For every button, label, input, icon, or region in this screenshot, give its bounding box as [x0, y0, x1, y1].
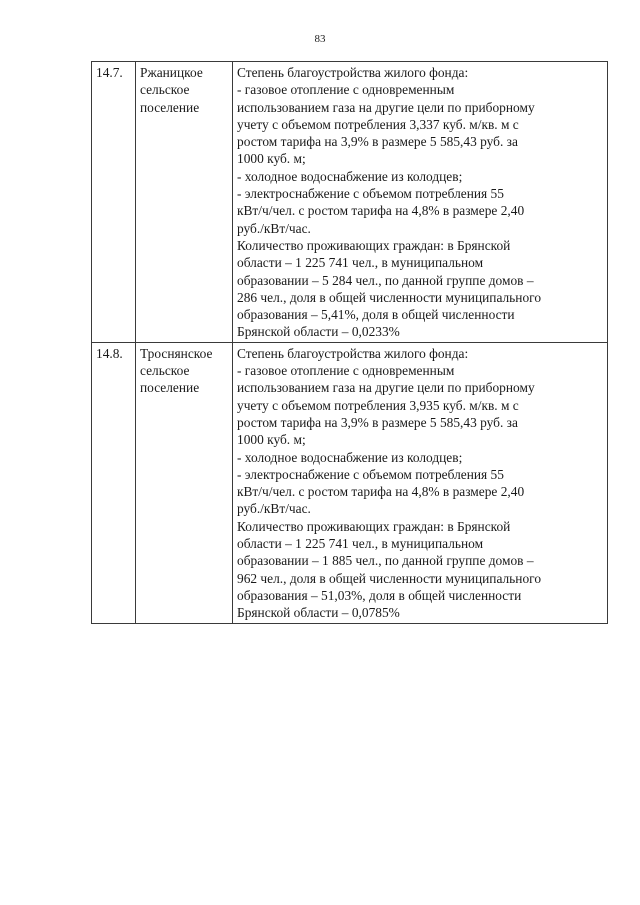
description-line: использованием газа на другие цели по приборному [237, 99, 535, 115]
description-line: кВт/ч/чел. с ростом тарифа на 4,8% в размере 2,40 [237, 484, 525, 500]
housing-description [233, 62, 608, 343]
description-line: 962 чел., доля в общей численности муниципального [237, 570, 542, 586]
description-line: Количество проживающих граждан: в Брянской [237, 237, 511, 253]
description-line: - электроснабжение с объемом потребления 55 [237, 186, 504, 202]
document-table [91, 61, 608, 624]
table-row [92, 342, 608, 623]
row-number: 14.7. [92, 62, 136, 343]
description-line: - газовое отопление с одновременным [237, 82, 455, 98]
settlement-name-line: Троснянское [140, 345, 213, 361]
settlement-name-line: сельское [140, 82, 190, 98]
description-line: Степень благоустройства жилого фонда: [237, 65, 469, 80]
description-line: области – 1 225 741 чел., в муниципальном [237, 255, 484, 271]
description-line: ростом тарифа на 3,9% в размере 5 585,43 руб. за [237, 414, 518, 430]
description-line: Брянской области – 0,0233% [237, 324, 400, 340]
description-line: руб./кВт/час. [237, 501, 311, 517]
description-line: учету с объемом потребления 3,337 куб. м/кв. м с [237, 116, 519, 132]
description-line: образования – 51,03%, доля в общей численности [237, 587, 522, 603]
page-number: 83 [314, 33, 326, 45]
row-number: 14.8. [92, 342, 136, 623]
description-line: образования – 5,41%, доля в общей численности [237, 307, 515, 323]
description-line: Степень благоустройства жилого фонда: [237, 345, 469, 361]
description-line: - электроснабжение с объемом потребления 55 [237, 466, 504, 482]
housing-description [233, 342, 608, 623]
description-line: 1000 куб. м; [237, 151, 306, 167]
description-line: - газовое отопление с одновременным [237, 363, 455, 379]
description-line: области – 1 225 741 чел., в муниципальном [237, 536, 484, 552]
description-line: использованием газа на другие цели по приборному [237, 380, 535, 396]
description-line: 1000 куб. м; [237, 432, 306, 448]
description-line: - холодное водоснабжение из колодцев; [237, 168, 463, 184]
settlement-name-line: поселение [140, 380, 200, 396]
description-line: образовании – 1 885 чел., по данной группе домов – [237, 553, 534, 569]
description-line: 286 чел., доля в общей численности муниципального [237, 289, 542, 305]
settlement-name-line: поселение [140, 99, 200, 115]
description-line: Брянской области – 0,0785% [237, 605, 400, 621]
settlement-name [136, 62, 233, 343]
description-line: учету с объемом потребления 3,935 куб. м/кв. м с [237, 397, 519, 413]
description-line: Количество проживающих граждан: в Брянской [237, 518, 511, 534]
settlement-name-line: Ржаницкое [140, 65, 203, 80]
description-line: кВт/ч/чел. с ростом тарифа на 4,8% в размере 2,40 [237, 203, 525, 219]
description-line: руб./кВт/час. [237, 220, 311, 236]
description-line: - холодное водоснабжение из колодцев; [237, 449, 463, 465]
description-line: ростом тарифа на 3,9% в размере 5 585,43 руб. за [237, 134, 518, 150]
table-row [92, 62, 608, 343]
settlement-name [136, 342, 233, 623]
settlement-name-line: сельское [140, 363, 190, 379]
description-line: образовании – 5 284 чел., по данной группе домов – [237, 272, 534, 288]
